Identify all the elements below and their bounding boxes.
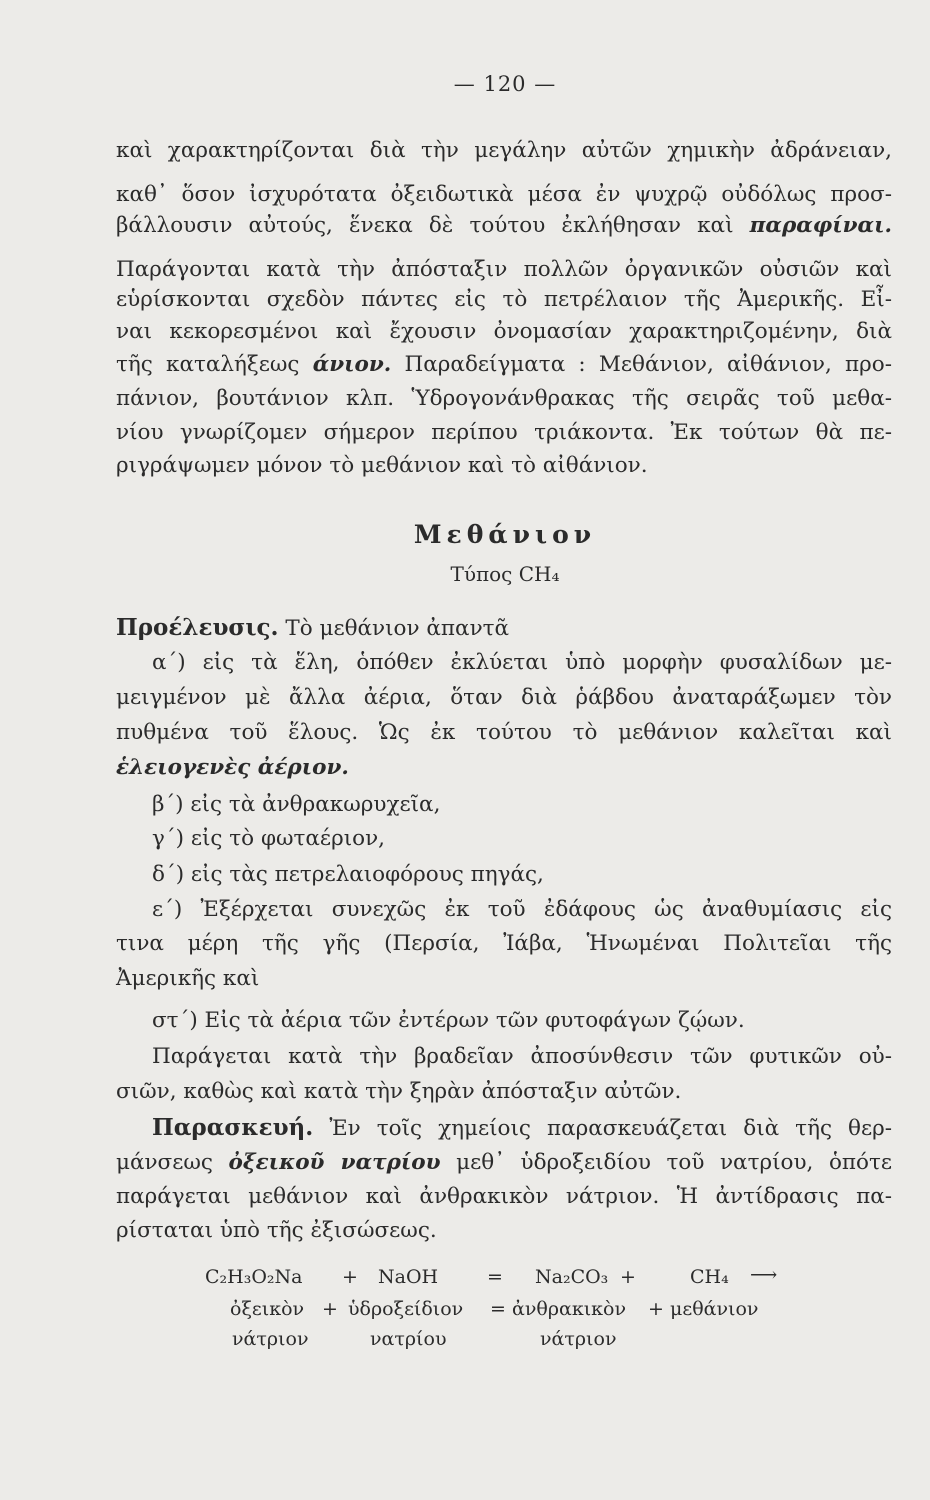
text-line: βάλλουσιν αὐτούς, ἕνεκα δὲ τούτου ἐκλήθησαν καὶ παραφίναι. bbox=[116, 213, 892, 238]
text-line: α΄) εἰς τὰ ἕλη, ὁπόθεν ἐκλύεται ὑπὸ μορφὴν φυσαλίδων με- bbox=[152, 650, 892, 675]
text-line: Παρασκευή. Ἐν τοῖς χημείοις παρασκευάζεται διὰ τῆς θερ- bbox=[152, 1114, 892, 1141]
text-line: τῆς καταλήξεως άνιον. Παραδείγματα : Μεθάνιον, αἰθάνιον, προ- bbox=[116, 352, 892, 377]
text-line: πυθμένα τοῦ ἕλους. Ὡς ἐκ τούτου τὸ μεθάνιον καλεῖται καὶ bbox=[116, 720, 892, 745]
arrow-icon: ⟶ bbox=[750, 1264, 778, 1286]
eq-term: νάτριον bbox=[232, 1328, 309, 1350]
eq-symbol: + bbox=[620, 1266, 636, 1288]
text-line: ναι κεκορεσμένοι καὶ ἔχουσιν ὀνομασίαν χαρακτηριζομένην, διὰ bbox=[116, 319, 892, 344]
eq-symbol: = bbox=[487, 1266, 503, 1288]
text-line: Παράγονται κατὰ τὴν ἀπόσταξιν πολλῶν ὀργανικῶν οὐσιῶν καὶ bbox=[116, 257, 892, 282]
eq-term: νατρίου bbox=[370, 1328, 447, 1350]
text-line: καθ᾽ ὅσον ἰσχυρότατα ὀξειδωτικὰ μέσα ἐν ψυχρῷ οὐδόλως προσ- bbox=[116, 182, 892, 207]
text-line: καὶ χαρακτηρίζονται διὰ τὴν μεγάλην αὐτῶν χημικὴν ἀδράνειαν, bbox=[116, 138, 892, 163]
eq-symbol: = bbox=[490, 1298, 506, 1320]
text-line: νίου γνωρίζομεν σήμερον περίπου τριάκοντα. Ἐκ τούτων θὰ πε- bbox=[116, 420, 892, 445]
list-item: γ΄) εἰς τὸ φωταέριον, bbox=[152, 826, 385, 851]
eq-term: NaOH bbox=[378, 1266, 439, 1288]
term-marsh-gas: ἑλειογενὲς ἀέριον. bbox=[116, 755, 349, 780]
term-paraffins: παραφίναι. bbox=[749, 213, 892, 238]
list-item: ε΄) Ἐξέρχεται συνεχῶς ἐκ τοῦ ἐδάφους ὡς ἀναθυμίασις εἰς bbox=[152, 897, 892, 922]
text-line: σιῶν, καθὼς καὶ κατὰ τὴν ξηρὰν ἀπόσταξιν αὐτῶν. bbox=[116, 1079, 682, 1104]
list-item: δ΄) εἰς τὰς πετρελαιοφόρους πηγάς, bbox=[152, 862, 544, 887]
page-number: — 120 — bbox=[453, 72, 557, 96]
text-line: μειγμένον μὲ ἄλλα ἀέρια, ὅταν διὰ ῥάβδου ἀναταράξωμεν τὸν bbox=[116, 685, 892, 710]
preparation-label: Παρασκευή. bbox=[152, 1114, 314, 1141]
formula-subheading: Τύπος CH₄ bbox=[450, 562, 560, 586]
text-line: εὑρίσκονται σχεδὸν πάντες εἰς τὸ πετρέλαιον τῆς Ἀμερικῆς. Εἶ- bbox=[116, 287, 892, 312]
eq-term: Na₂CO₃ bbox=[535, 1266, 609, 1288]
eq-term: ἀνθρακικὸν bbox=[512, 1298, 627, 1320]
eq-symbol: + bbox=[648, 1298, 664, 1320]
text-line: πάνιον, βουτάνιον κλπ. Ὑδρογονάνθρακας τῆς σειρᾶς τοῦ μεθα- bbox=[116, 386, 892, 411]
term-suffix: άνιον. bbox=[312, 352, 392, 377]
eq-term: μεθάνιον bbox=[670, 1298, 759, 1320]
eq-term: CH₄ bbox=[690, 1266, 729, 1288]
origin-label: Προέλευσις. bbox=[116, 614, 279, 641]
text-line: παράγεται μεθάνιον καὶ ἀνθρακικὸν νάτριον. Ἡ ἀντίδρασις πα- bbox=[116, 1184, 892, 1209]
list-item: στ΄) Εἰς τὰ ἀέρια τῶν ἐντέρων τῶν φυτοφάγων ζῴων. bbox=[152, 1008, 745, 1033]
eq-term: C₂H₃O₂Na bbox=[205, 1266, 303, 1288]
eq-symbol: + bbox=[322, 1298, 338, 1320]
text-line: Προέλευσις. Τὸ μεθάνιον ἀπαντᾶ bbox=[116, 614, 510, 641]
eq-term: νάτριον bbox=[540, 1328, 617, 1350]
term-sodium-acetate: ὀξεικοῦ νατρίου bbox=[228, 1150, 441, 1175]
eq-term: ὀξεικὸν bbox=[230, 1298, 305, 1320]
text-line: Παράγεται κατὰ τὴν βραδεῖαν ἀποσύνθεσιν τῶν φυτικῶν οὐ- bbox=[152, 1044, 892, 1069]
text-line: ρίσταται ὑπὸ τῆς ἐξισώσεως. bbox=[116, 1218, 437, 1243]
section-heading: Μεθάνιον bbox=[413, 520, 597, 549]
text-line: μάνσεως ὀξεικοῦ νατρίου μεθ᾽ ὑδροξειδίου τοῦ νατρίου, ὁπότε bbox=[116, 1150, 893, 1175]
text-line: τινα μέρη τῆς γῆς (Περσία, Ἰάβα, Ἡνωμέναι Πολιτεῖαι τῆς bbox=[116, 931, 892, 956]
eq-term: ὑδροξείδιον bbox=[348, 1298, 464, 1320]
text-line: ριγράψωμεν μόνον τὸ μεθάνιον καὶ τὸ αἰθάνιον. bbox=[116, 453, 648, 478]
eq-symbol: + bbox=[342, 1266, 358, 1288]
text-line: Ἀμερικῆς καὶ bbox=[116, 966, 260, 991]
list-item: β΄) εἰς τὰ ἀνθρακωρυχεῖα, bbox=[152, 792, 441, 817]
